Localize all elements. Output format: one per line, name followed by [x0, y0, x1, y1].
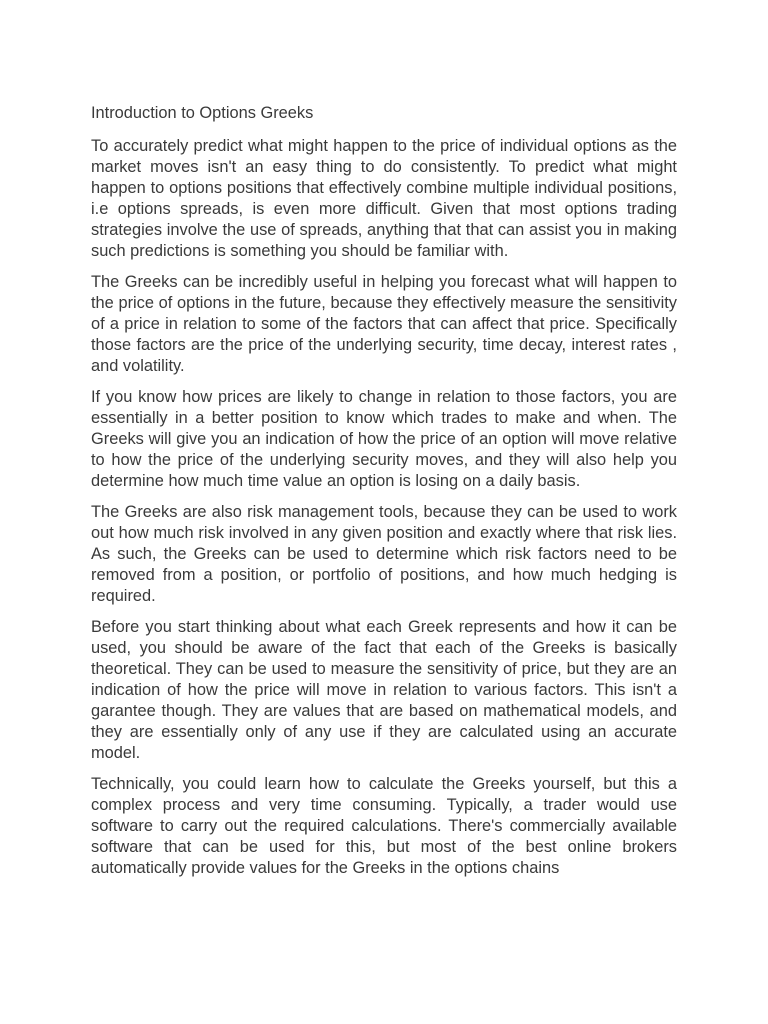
paragraph-3: If you know how prices are likely to change in relation to those factors, you are essentially in a better position to know which trades to make and when. The Greeks will give you an indication of how the price of an option will move relative to how the price of the underlying security moves, and they will also help you determine how much time value an option is losing on a daily basis.	[91, 388, 677, 490]
document-page	[91, 103, 677, 889]
paragraph-1: To accurately predict what might happen to the price of individual options as the market moves isn't an easy thing to do consistently. To predict what might happen to options positions that effectively combine multiple individual positions, i.e options spreads, is even more difficult. Given that most options trading strategies involve the use of spreads, anything that that can assist you in making such predictions is something you should be familiar with.	[91, 137, 677, 260]
paragraph-2: The Greeks can be incredibly useful in helping you forecast what will happen to the price of options in the future, because they effectively measure the sensitivity of a price in relation to some of the factors that can affect that price. Specifically those factors are the price of the underlying security, time decay, interest rates , and volatility.	[91, 273, 677, 375]
paragraph-6: Technically, you could learn how to calculate the Greeks yourself, but this a complex process and very time consuming. Typically, a trader would use software to carry out the required calculations. There's commercially available software that can be used for this, but most of the best online brokers automatically provide values for the Greeks in the options chains	[91, 775, 677, 877]
paragraph-4: The Greeks are also risk management tools, because they can be used to work out how much risk involved in any given position and exactly where that risk lies. As such, the Greeks can be used to determine which risk factors need to be removed from a position, or portfolio of positions, and how much hedging is required.	[91, 503, 677, 605]
document-title: Introduction to Options Greeks	[91, 104, 314, 122]
paragraph-5: Before you start thinking about what each Greek represents and how it can be used, you should be aware of the fact that each of the Greeks is basically theoretical. They can be used to measure the sensitivity of price, but they are an indication of how the price will move in relation to various factors. This isn't a garantee though. They are values that are based on mathematical models, and they are essentially only of any use if they are calculated using an accurate model.	[91, 618, 677, 762]
